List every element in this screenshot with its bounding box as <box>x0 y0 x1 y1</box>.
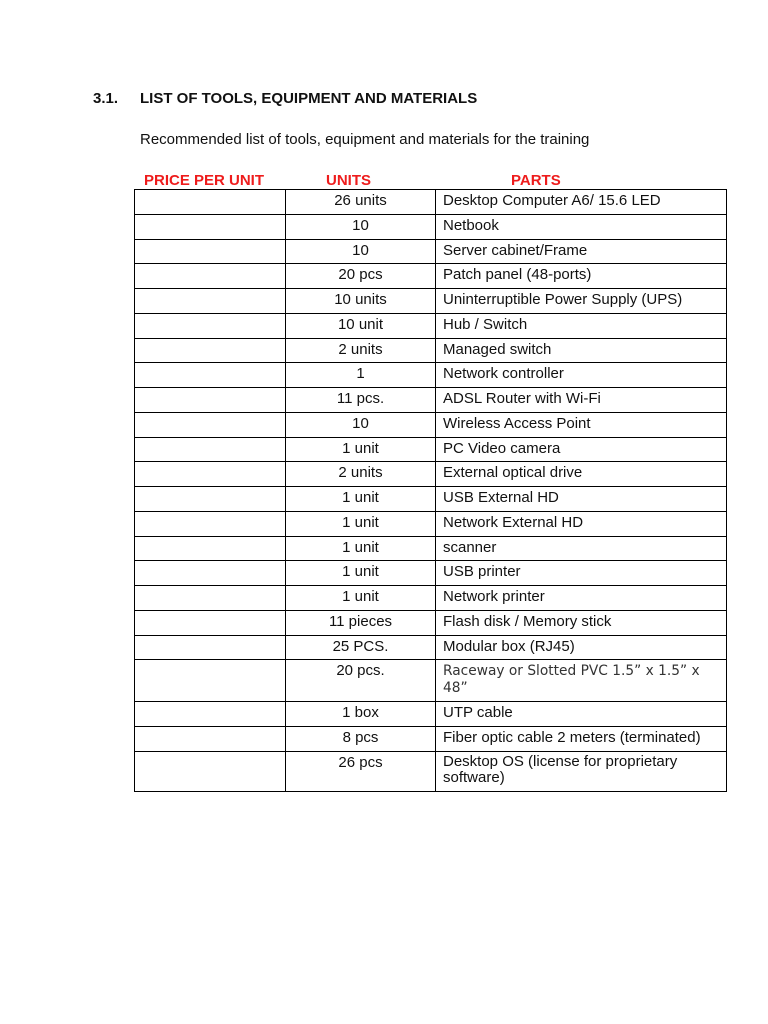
price-cell <box>135 413 286 438</box>
table-row <box>135 586 727 611</box>
part-cell: USB External HD <box>436 487 727 512</box>
price-cell <box>135 363 286 388</box>
part-cell: Desktop OS (license for proprietary software) <box>436 752 727 792</box>
table-row <box>135 215 727 240</box>
price-cell <box>135 636 286 661</box>
units-cell: 1 <box>286 363 436 388</box>
part-cell: Network printer <box>436 586 727 611</box>
table-row <box>135 190 727 215</box>
table-row <box>135 752 727 792</box>
units-cell: 10 <box>286 215 436 240</box>
table-row <box>135 363 727 388</box>
units-cell: 1 unit <box>286 537 436 562</box>
price-cell <box>135 660 286 702</box>
price-cell <box>135 487 286 512</box>
section-title: LIST OF TOOLS, EQUIPMENT AND MATERIALS <box>140 90 478 107</box>
part-cell: External optical drive <box>436 462 727 487</box>
units-cell: 20 pcs. <box>286 660 436 702</box>
price-cell <box>135 314 286 339</box>
column-header-units: UNITS <box>326 172 371 189</box>
units-cell: 8 pcs <box>286 727 436 752</box>
part-cell: Managed switch <box>436 339 727 364</box>
part-cell: Wireless Access Point <box>436 413 727 438</box>
price-cell <box>135 727 286 752</box>
section-number: 3.1. <box>93 90 119 107</box>
part-cell: Hub / Switch <box>436 314 727 339</box>
price-cell <box>135 537 286 562</box>
column-header-parts: PARTS <box>511 172 561 189</box>
price-cell <box>135 752 286 792</box>
price-cell <box>135 462 286 487</box>
part-cell: Server cabinet/Frame <box>436 240 727 265</box>
table-row <box>135 660 727 702</box>
price-cell <box>135 289 286 314</box>
units-cell: 10 unit <box>286 314 436 339</box>
price-cell <box>135 586 286 611</box>
units-cell: 1 unit <box>286 438 436 463</box>
table-row <box>135 611 727 636</box>
column-header-price: PRICE PER UNIT <box>144 172 265 189</box>
units-cell: 1 unit <box>286 586 436 611</box>
units-cell: 10 units <box>286 289 436 314</box>
table-row <box>135 413 727 438</box>
part-cell: PC Video camera <box>436 438 727 463</box>
units-cell: 26 pcs <box>286 752 436 792</box>
price-cell <box>135 561 286 586</box>
units-cell: 26 units <box>286 190 436 215</box>
table-row <box>135 240 727 265</box>
price-cell <box>135 240 286 265</box>
price-cell <box>135 611 286 636</box>
part-cell: UTP cable <box>436 702 727 727</box>
table-row <box>135 727 727 752</box>
table-row <box>135 388 727 413</box>
part-cell: Network External HD <box>436 512 727 537</box>
units-cell: 11 pieces <box>286 611 436 636</box>
part-cell: Netbook <box>436 215 727 240</box>
part-cell: Flash disk / Memory stick <box>436 611 727 636</box>
table-row <box>135 561 727 586</box>
part-cell: ADSL Router with Wi-Fi <box>436 388 727 413</box>
part-cell: USB printer <box>436 561 727 586</box>
price-cell <box>135 215 286 240</box>
units-cell: 2 units <box>286 339 436 364</box>
units-cell: 20 pcs <box>286 264 436 289</box>
table-row <box>135 636 727 661</box>
table-row <box>135 537 727 562</box>
units-cell: 11 pcs. <box>286 388 436 413</box>
price-cell <box>135 190 286 215</box>
units-cell: 25 PCS. <box>286 636 436 661</box>
table-row <box>135 462 727 487</box>
price-cell <box>135 512 286 537</box>
equipment-table <box>134 189 727 792</box>
part-cell: Patch panel (48-ports) <box>436 264 727 289</box>
table-row <box>135 487 727 512</box>
table-row <box>135 289 727 314</box>
table-row <box>135 314 727 339</box>
units-cell: 10 <box>286 413 436 438</box>
intro-text: Recommended list of tools, equipment and materials for the training <box>140 131 590 148</box>
part-cell: Network controller <box>436 363 727 388</box>
units-cell: 1 unit <box>286 561 436 586</box>
units-cell: 10 <box>286 240 436 265</box>
price-cell <box>135 339 286 364</box>
part-cell: Uninterruptible Power Supply (UPS) <box>436 289 727 314</box>
units-cell: 1 box <box>286 702 436 727</box>
part-cell: scanner <box>436 537 727 562</box>
units-cell: 1 unit <box>286 512 436 537</box>
table-row <box>135 512 727 537</box>
part-cell: Modular box (RJ45) <box>436 636 727 661</box>
part-cell: Desktop Computer A6/ 15.6 LED <box>436 190 727 215</box>
price-cell <box>135 264 286 289</box>
units-cell: 2 units <box>286 462 436 487</box>
price-cell <box>135 438 286 463</box>
table-row <box>135 339 727 364</box>
part-cell: Raceway or Slotted PVC 1.5” x 1.5” x 48” <box>436 660 727 702</box>
price-cell <box>135 702 286 727</box>
table-row <box>135 264 727 289</box>
table-row <box>135 702 727 727</box>
table-row <box>135 438 727 463</box>
price-cell <box>135 388 286 413</box>
part-cell: Fiber optic cable 2 meters (terminated) <box>436 727 727 752</box>
units-cell: 1 unit <box>286 487 436 512</box>
